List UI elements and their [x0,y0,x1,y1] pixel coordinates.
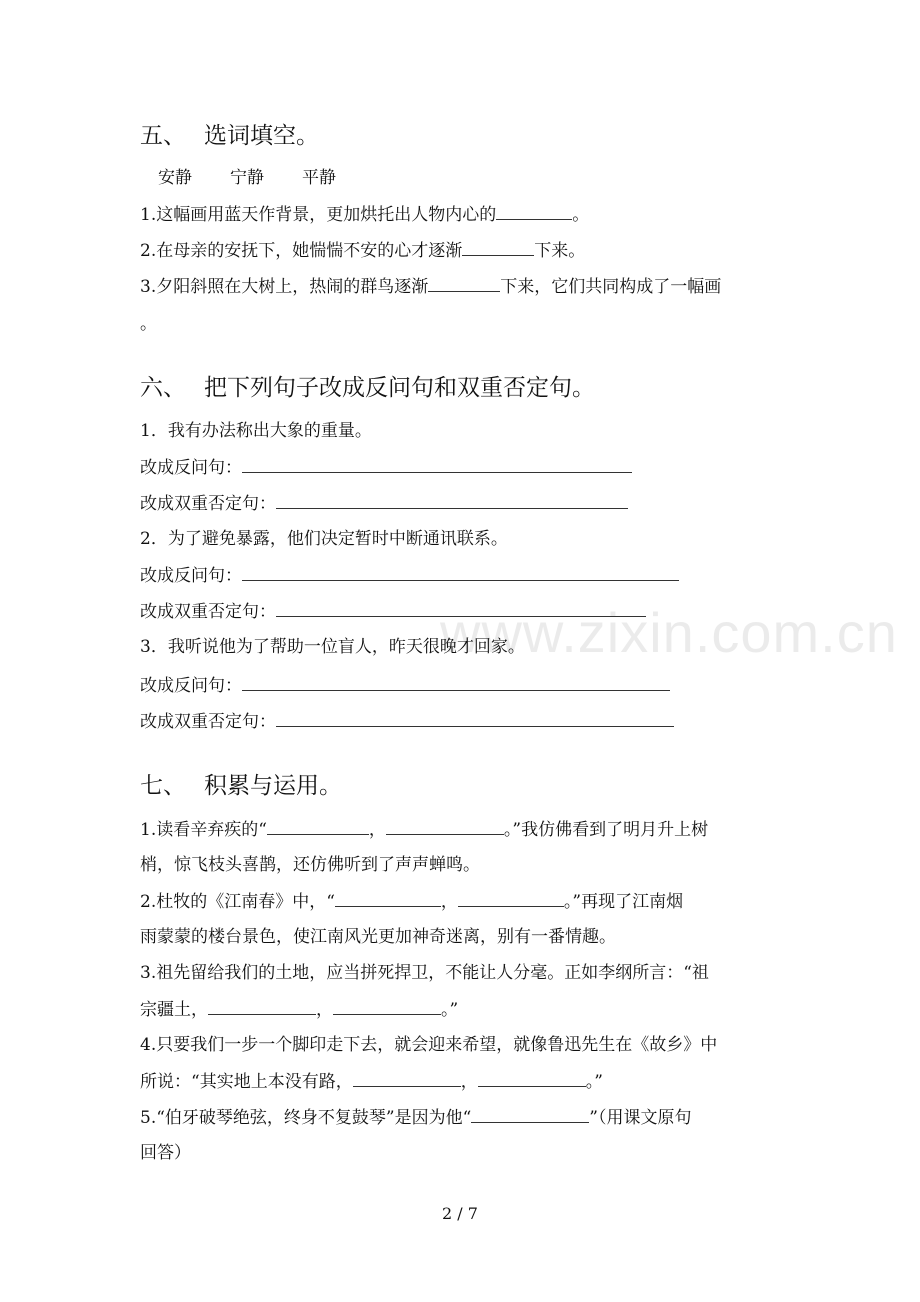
s7-q5-continuation: 回答） [140,1143,191,1163]
section5-heading [140,121,319,151]
answer-blank[interactable] [458,890,564,907]
s7-q5-text: 5.“伯牙破琴绝弦，终身不复鼓琴”是因为他“ [140,1108,472,1128]
s7-question-1 [140,818,708,841]
section6-heading-title: 把下列句子改成反问句和双重否定句。 [204,375,595,401]
s6-1-double-negative-row [140,492,628,515]
page-number: 2 / 7 [442,1204,478,1223]
section6-heading-num: 六、 [140,375,186,401]
s7-q3-comma: ， [316,1000,333,1020]
section6-heading [140,373,595,403]
answer-line[interactable] [276,600,646,617]
s7-q1-text-after: 。”我仿佛看到了明月升上树 [503,820,709,840]
s7-q2-text-after: 。”再现了江南烟 [563,892,684,912]
s6-sentence-3: 3．我听说他为了帮助一位盲人，昨天很晚才回家。 [140,637,525,657]
s7-q2-comma: ， [440,892,458,912]
s5-q3-text: 3.夕阳斜照在大树上，热闹的群鸟逐渐 [140,277,429,297]
word-bank [158,167,374,189]
s5-q1-end: 。 [572,205,590,225]
answer-blank[interactable] [353,1070,461,1087]
s7-q3-end: 。” [441,1000,459,1020]
s7-question-2 [140,890,683,913]
s6-2-rhetorical-row [140,564,679,587]
s7-q4-continuation [140,1070,603,1093]
answer-line[interactable] [276,710,674,727]
answer-blank[interactable] [208,998,316,1015]
s6-3-rhetorical-row [140,674,670,697]
section5-heading-num: 五、 [140,123,186,149]
s7-q2-continuation: 雨蒙蒙的楼台景色，使江南风光更加神奇迷离，别有一番情趣。 [140,927,616,947]
s5-question-2 [140,239,585,262]
s7-q4-comma: ， [460,1072,478,1092]
rhetorical-label: 改成反问句： [140,566,242,586]
answer-blank[interactable] [267,818,369,835]
s5-q2-end: 下来。 [534,241,586,261]
answer-line[interactable] [276,492,628,509]
watermark: www.zixin.com.cn [440,601,898,664]
s6-3-double-negative-row [140,710,674,733]
s6-sentence-2: 2．为了避免暴露，他们决定暂时中断通讯联系。 [140,529,508,549]
s5-q2-text: 2.在母亲的安抚下，她惴惴不安的心才逐渐 [140,241,463,261]
s7-q1-comma: ， [368,820,386,840]
double-negative-label: 改成双重否定句： [140,712,276,732]
s5-q1-text: 1.这幅画用蓝天作背景，更加烘托出人物内心的 [140,205,497,225]
s7-question-3: 3.祖先留给我们的土地，应当拼死捍卫，不能让人分毫。正如李纲所言：“祖 [140,963,709,983]
double-negative-label: 改成双重否定句： [140,494,276,514]
section7-heading-num: 七、 [140,773,186,799]
s7-q5-text-after: ”（用课文原句 [589,1108,692,1128]
s7-q3-text: 宗疆土， [140,1000,208,1020]
word-bank-item: 安静 [158,168,192,188]
s7-q4-end: 。” [585,1072,603,1092]
answer-blank[interactable] [478,1070,586,1087]
word-bank-item: 平静 [302,168,336,188]
s7-q3-continuation [140,998,458,1021]
s6-1-rhetorical-row [140,456,632,479]
s7-question-5 [140,1106,692,1129]
section5-heading-title: 选词填空。 [204,123,319,149]
section7-heading-title: 积累与运用。 [204,773,342,799]
s5-question-1 [140,203,589,226]
answer-blank[interactable] [462,239,534,256]
answer-blank[interactable] [335,890,441,907]
word-bank-item: 宁静 [230,168,264,188]
s7-q4-text: 所说：“其实地上本没有路， [140,1072,353,1092]
s5-q3-continuation: 。 [140,314,157,334]
s7-q1-text: 1.读看辛弃疾的“ [140,820,267,840]
s6-2-double-negative-row [140,600,646,623]
answer-blank[interactable] [386,818,504,835]
answer-line[interactable] [242,564,679,581]
answer-blank[interactable] [333,998,441,1015]
answer-blank[interactable] [428,275,500,292]
answer-line[interactable] [242,674,670,691]
section7-heading [140,771,342,801]
s5-q3-end: 下来，它们共同构成了一幅画 [500,277,722,297]
s5-question-3 [140,275,721,298]
double-negative-label: 改成双重否定句： [140,602,276,622]
answer-line[interactable] [242,456,632,473]
s7-q2-text: 2.杜牧的《江南春》中，“ [140,892,335,912]
answer-blank[interactable] [496,203,572,220]
s7-q1-continuation: 梢，惊飞枝头喜鹊，还仿佛听到了声声蝉鸣。 [140,855,480,875]
s7-question-4: 4.只要我们一步一个脚印走下去，就会迎来希望，就像鲁迅先生在《故乡》中 [140,1035,718,1055]
rhetorical-label: 改成反问句： [140,676,242,696]
s6-sentence-1: 1．我有办法称出大象的重量。 [140,421,372,441]
rhetorical-label: 改成反问句： [140,458,242,478]
answer-blank[interactable] [471,1106,589,1123]
